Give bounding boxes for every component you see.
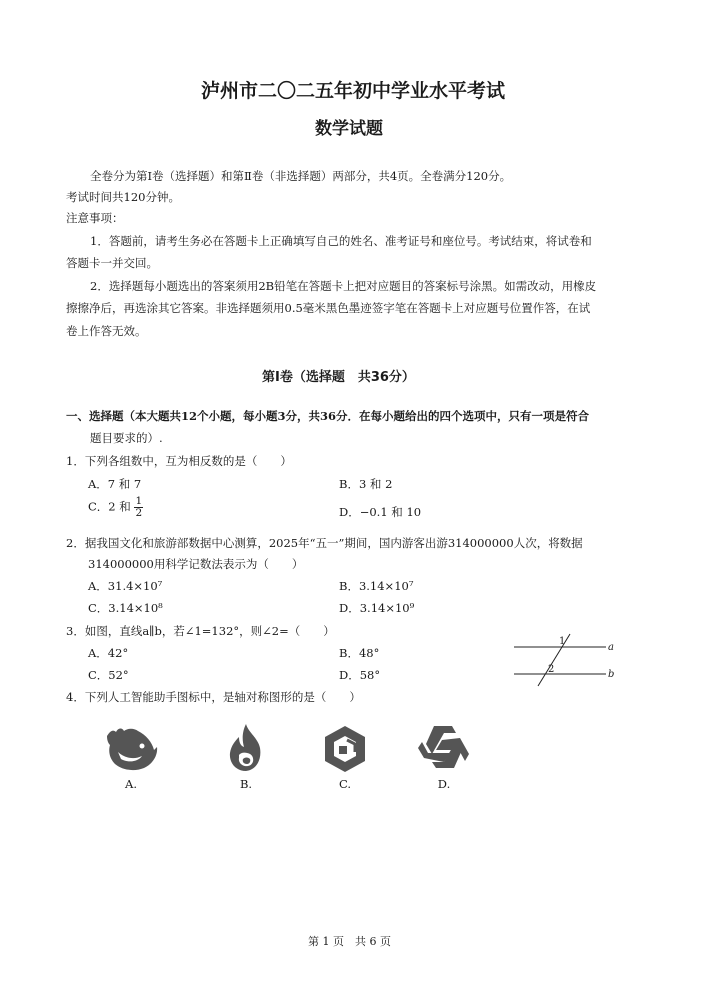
note-2-line-1: 2．选择题每小题选出的答案须用2B铅笔在答题卡上把对应题目的答案标号涂黑。如需改动，用橡皮	[90, 279, 597, 293]
q1-option-c-denominator: 2	[135, 507, 143, 519]
section-1-instructions-line-1: 一、选择题（本大题共12个小题，每小题3分，共36分．在每小题给出的四个选项中，只有一项是符合	[66, 409, 590, 423]
q4-label-d: D.	[437, 777, 451, 791]
q1-option-d: D．−0.1 和 10	[339, 505, 422, 519]
exam-title: 泸州市二〇二五年初中学业水平考试	[201, 80, 506, 102]
note-2-line-3: 卷上作答无效。	[66, 324, 147, 338]
q4-label-a: A.	[125, 777, 137, 791]
line-a-label: a	[608, 642, 614, 653]
q1-option-c-numerator: 1	[135, 495, 143, 507]
angle-1-label: 1	[559, 636, 566, 647]
q4-label-b: B.	[239, 777, 253, 791]
q4-stem: 4．下列人工智能助手图标中，是轴对称图形的是（ ）	[66, 690, 361, 704]
q2-option-d: D．3.14×10⁹	[339, 601, 415, 615]
q2-stem-line-1: 2．据我国文化和旅游部数据中心测算，2025年“五一”期间，国内游客出游314000000人次，将数据	[66, 536, 583, 550]
section-1-instructions-line-2: 题目要求的）.	[90, 431, 163, 445]
notes-heading: 注意事项：	[66, 211, 124, 225]
note-2-line-2: 擦擦净后，再选涂其它答案。非选择题须用0.5毫米黑色墨迹签字笔在答题卡上对应题号位置作答，在试	[66, 301, 591, 315]
q1-option-b: B．3 和 2	[339, 477, 393, 491]
q1-option-c	[88, 496, 143, 519]
q2-option-a: A．31.4×10⁷	[88, 579, 163, 593]
q3-parallel-lines-figure	[510, 632, 620, 688]
q3-option-a: A．42°	[88, 646, 129, 660]
q1-option-c-prefix: C．2 和	[88, 499, 131, 514]
q1-stem: 1．下列各组数中，互为相反数的是（ ）	[66, 454, 292, 468]
whale-logo-icon	[104, 722, 158, 772]
note-1-line-2: 答题卡一并交回。	[66, 256, 158, 270]
note-1-line-1: 1．答题前，请考生务必在答题卡上正确填写自己的姓名、准考证号和座位号。考试结束，将试卷和	[90, 234, 592, 248]
page-number-footer: 第 1 页 共 6 页	[308, 935, 391, 948]
q3-option-c: C．52°	[88, 668, 129, 682]
q4-label-c: C.	[338, 777, 352, 791]
triangle-knot-logo-icon	[416, 722, 470, 774]
hexagon-logo-icon	[321, 724, 369, 774]
angle-2-label: 2	[548, 664, 555, 675]
q2-option-b: B．3.14×10⁷	[339, 579, 414, 593]
q2-stem-line-2: 314000000用科学记数法表示为（ ）	[88, 557, 304, 571]
q3-stem: 3．如图，直线a∥b，若∠1=132°，则∠2=（ ）	[66, 624, 335, 638]
q3-option-b: B．48°	[339, 646, 380, 660]
intro-line-2: 考试时间共120分钟。	[66, 190, 180, 204]
flame-logo-icon	[222, 722, 270, 774]
q1-option-a: A．7 和 7	[88, 477, 142, 491]
q2-option-c: C．3.14×10⁸	[88, 601, 163, 615]
part-1-heading: 第Ⅰ卷（选择题 共36分）	[262, 370, 415, 385]
intro-line-1: 全卷分为第Ⅰ卷（选择题）和第Ⅱ卷（非选择题）两部分，共4页。全卷满分120分。	[90, 169, 512, 183]
exam-subtitle: 数学试题	[315, 119, 383, 139]
q3-option-d: D．58°	[339, 668, 381, 682]
line-b-label: b	[608, 669, 615, 680]
q1-option-c-fraction	[134, 496, 143, 519]
